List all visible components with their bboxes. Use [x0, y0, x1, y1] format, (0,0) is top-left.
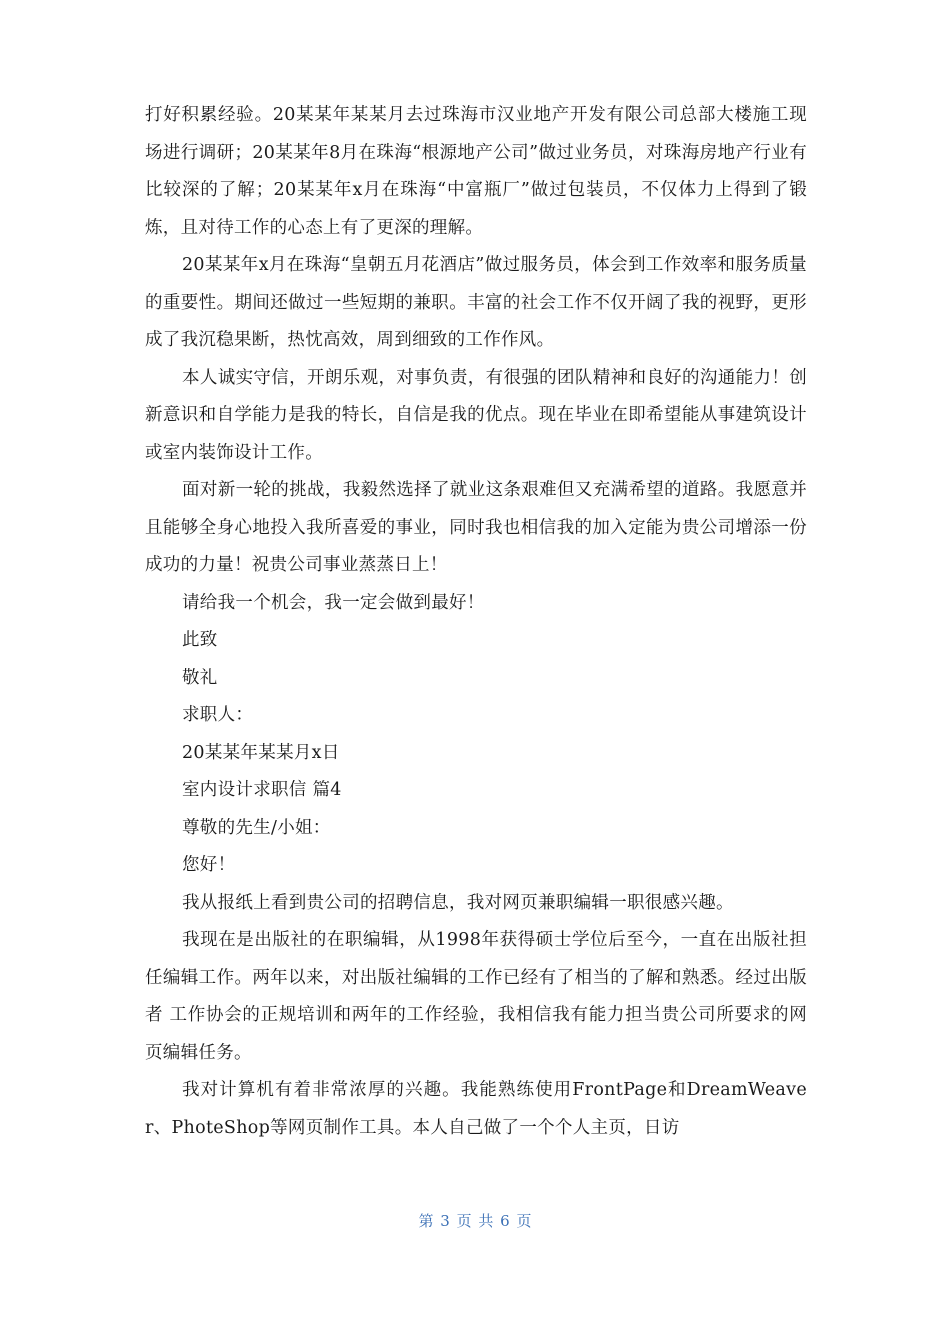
document-body: [145, 97, 807, 1147]
greeting-hello: 您好！: [182, 855, 236, 875]
applicant-label: 求职人：: [182, 705, 254, 725]
page-number-footer: 第 3 页 共 6 页: [418, 1212, 532, 1230]
intro-line: 我从报纸上看到贵公司的招聘信息，我对网页兼职编辑一职很感兴趣。: [182, 892, 734, 913]
paragraph-editor-experience: 我现在是出版社的在职编辑，从1998年获得硕士学位后至今，一直在出版社担任编辑工作。两年以来，对出版社编辑的工作已经有了相当的了解和熟悉。经过出版者 工作协会的正规培训和两年的工作经验，我相信我有能力担当贵公司所要求的网页编辑任务。: [145, 930, 807, 1063]
paragraph-computer-skills: 我对计算机有着非常浓厚的兴趣。我能熟练使用FrontPage和DreamWeaver、PhoteShop等网页制作工具。本人自己做了一个个人主页，日访: [145, 1080, 807, 1138]
paragraph-closing-statement: 面对新一轮的挑战，我毅然选择了就业这条艰难但又充满希望的道路。我愿意并且能够全身心地投入我所喜爱的事业，同时我也相信我的加入定能为贵公司增添一份成功的力量！祝贵公司事业蒸蒸日上！: [145, 480, 807, 575]
request-opportunity-line: 请给我一个机会，我一定会做到最好！: [182, 592, 485, 613]
paragraph-self-evaluation: 本人诚实守信，开朗乐观，对事负责，有很强的团队精神和良好的沟通能力！创新意识和自学能力是我的特长，自信是我的优点。现在毕业在即希望能从事建筑设计或室内装饰设计工作。: [145, 367, 807, 463]
salutation-jingli: 敬礼: [182, 667, 218, 688]
section-title: 室内设计求职信 篇4: [182, 780, 342, 800]
greeting-recipient: 尊敬的先生/小姐：: [182, 817, 331, 838]
salutation-cizhi: 此致: [182, 630, 218, 650]
paragraph-hotel-experience: 20某某年x月在珠海“皇朝五月花酒店”做过服务员，体会到工作效率和服务质量的重要性。期间还做过一些短期的兼职。丰富的社会工作不仅开阔了我的视野，更形成了我沉稳果断，热忱高效，周到细致的工作作风。: [145, 255, 807, 350]
letter-date: 20某某年某某月x日: [182, 742, 340, 763]
paragraph-work-experience: 打好积累经验。20某某年某某月去过珠海市汉业地产开发有限公司总部大楼施工现场进行调研；20某某年8月在珠海“根源地产公司”做过业务员，对珠海房地产行业有比较深的了解；20某某年x月在珠海“中富瓶厂”做过包装员，不仅体力上得到了锻炼，且对待工作的心态上有了更深的理解。: [145, 105, 807, 238]
